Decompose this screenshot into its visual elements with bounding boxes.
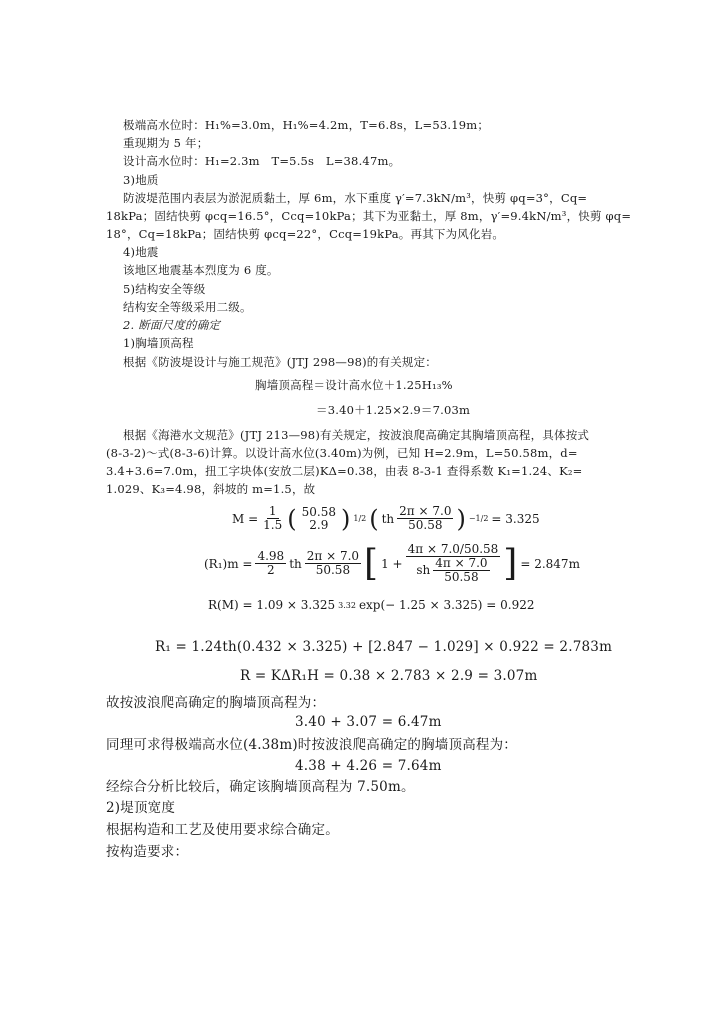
section-heading: 2)堤顶宽度 xyxy=(106,800,176,816)
text-line: 同理可求得极端高水位(4.38m)时按波浪爬高确定的胸墙顶高程为： xyxy=(106,737,517,753)
equation-line: R = KΔR₁H = 0.38 × 2.783 × 2.9 = 3.07m xyxy=(240,668,538,684)
text-line: 1.029、K₃=4.98，斜坡的 m=1.5，故 xyxy=(106,482,316,496)
text-line: 该地区地震基本烈度为 6 度。 xyxy=(123,263,279,277)
text-line: 极端高水位时：H₁%=3.0m，H₁%=4.2m，T=6.8s，L=53.19m； xyxy=(123,118,490,132)
section-heading: 1)胸墙顶高程 xyxy=(123,336,194,350)
section-heading: 3)地质 xyxy=(123,173,159,187)
sh-function: sh xyxy=(416,563,431,577)
text-line: 3.4+3.6=7.0m，扭工字块体(安放二层)KΔ=0.38，由表 8-3-1 查得系数 K₁=1.24、K₂= xyxy=(106,464,583,478)
text-line: 设计高水位时：H₁=2.3m T=5.5s L=38.47m。 xyxy=(123,154,401,168)
fraction xyxy=(261,505,284,532)
section-heading: 2. 断面尺度的确定 xyxy=(123,318,221,332)
fraction xyxy=(255,550,286,577)
eq-rhs: exp(− 1.25 × 3.325) = 0.922 xyxy=(358,598,535,612)
text-line: 18°，Cq=18kPa；固结快剪 φcq=22°，Ccq=19kPa。再其下为风化岩。 xyxy=(106,227,505,241)
fraction xyxy=(300,506,338,532)
eq-lhs: (R₁)m = xyxy=(204,556,253,571)
denominator: 50.58 xyxy=(408,518,443,532)
denominator: 50.58 xyxy=(315,563,351,577)
text-line: 防波堤范围内表层为淤泥质黏土，厚 6m，水下重度 γ′=7.3kN/m³，快剪 φq=3°，Cq= xyxy=(123,191,588,205)
text-line: 18kPa；固结快剪 φcq=16.5°，Ccq=10kPa；其下为亚黏土，厚 8m，γ′=9.4kN/m³，快剪 φq= xyxy=(106,209,632,223)
equation-R1m: (R₁)m = $\frac{4.98}{2}$ th $\frac{2\pi \times 7.0}{50.58}$ [ 1 + 4π × 7.0/50.58 sh $\frac{4\pi \times 7.0}{50.58}$ ] = 2.847m xyxy=(204,542,580,584)
numerator: 2π × 7.0 xyxy=(399,504,452,518)
denominator: 2.9 xyxy=(309,517,329,532)
eq-lhs: M = xyxy=(232,511,259,526)
denominator: 50.58 xyxy=(444,570,479,584)
fraction xyxy=(305,550,361,577)
equation-RM xyxy=(208,598,535,612)
text-line: 经综合分析比较后，确定该胸墙顶高程为 7.50m。 xyxy=(106,779,415,795)
numerator: 50.58 xyxy=(301,504,336,519)
denominator: 2 xyxy=(267,563,275,577)
eq-rhs: = 3.325 xyxy=(491,511,540,526)
equation-line: 4.38 + 4.26 = 7.64m xyxy=(295,758,442,774)
eq-rhs: = 2.847m xyxy=(520,556,580,571)
exponent: −1/2 xyxy=(468,514,489,523)
text-line: 根据《海港水文规范》(JTJ 213—98)有关规定，按波浪爬高确定其胸墙顶高程，具体按式 xyxy=(123,428,590,442)
equation-line: ＝3.40＋1.25×2.9＝7.03m xyxy=(316,403,471,417)
section-heading: 5)结构安全等级 xyxy=(123,282,206,296)
numerator: 1 xyxy=(268,504,277,518)
text-line: 根据《防波堤设计与施工规范》(JTJ 298—98)的有关规定： xyxy=(123,355,437,369)
text-line: 结构安全等级采用二级。 xyxy=(123,300,252,314)
numerator: 4π × 7.0 xyxy=(435,556,488,570)
fraction xyxy=(406,543,501,584)
equation-line: 3.40 + 3.07 = 6.47m xyxy=(295,714,442,730)
text-line: 重现期为 5 年； xyxy=(123,136,209,150)
numerator: 4π × 7.0/50.58 xyxy=(407,542,499,556)
equation-line: R₁ = 1.24th(0.432 × 3.325) + [2.847 − 1.029] × 0.922 = 2.783m xyxy=(155,639,613,655)
numerator: 4.98 xyxy=(257,549,285,563)
eq-lhs: R(M) = 1.09 × 3.325 xyxy=(208,598,336,612)
exponent: 3.32 xyxy=(338,600,356,610)
numerator: 2π × 7.0 xyxy=(306,549,360,563)
text-line: (8-3-2)～式(8-3-6)计算。以设计高水位(3.40m)为例，已知 H=2.9m，L=50.58m，d= xyxy=(106,446,578,460)
equation-line: 胸墙顶高程＝设计高水位＋1.25H₁₃% xyxy=(255,378,453,392)
th-function: th xyxy=(381,511,395,526)
exponent: 1/2 xyxy=(353,514,367,523)
denominator: 1.5 xyxy=(263,518,283,532)
fraction xyxy=(397,505,453,532)
text-line: 故按波浪爬高确定的胸墙顶高程为： xyxy=(106,695,326,711)
th-function: th xyxy=(289,556,302,571)
denominator xyxy=(414,557,491,584)
eq-term: 1 + xyxy=(381,556,403,571)
text-line: 按构造要求： xyxy=(106,844,189,860)
text-line: 根据构造和工艺及使用要求综合确定。 xyxy=(106,822,339,838)
equation-M: M = $\frac{1}{1.5}$ ( 50.58 2.9 ) 1/2 ( th $\frac{2\pi \times 7.0}{50.58}$ ) −1/2 = 3.325 xyxy=(232,504,540,533)
section-heading: 4)地震 xyxy=(123,245,159,259)
